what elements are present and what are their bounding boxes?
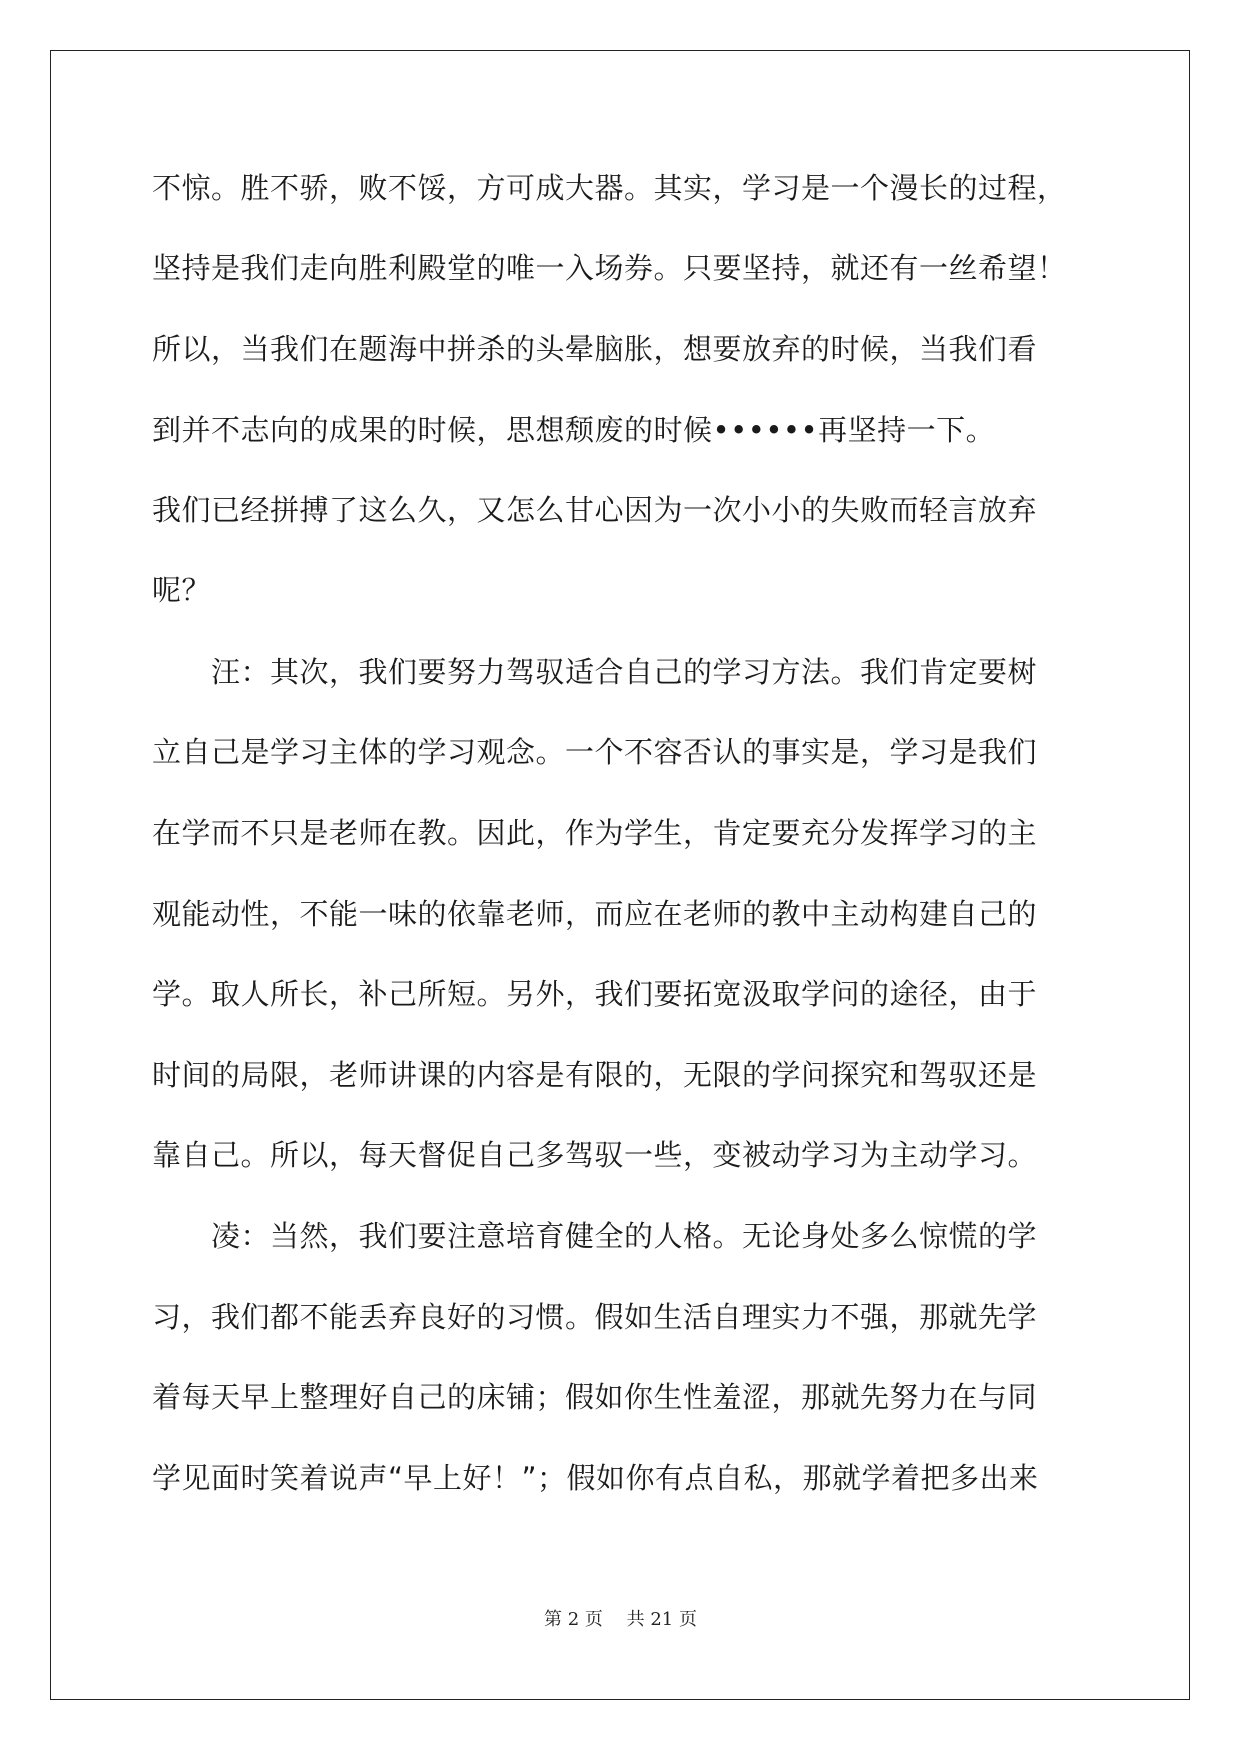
text-line: 学见面时笑着说声“早上好！”；假如你有点自私，那就学着把多出来 [152, 1461, 1039, 1495]
text-line: 所以，当我们在题海中拼杀的头晕脑胀，想要放弃的时候，当我们看 [152, 332, 1038, 366]
text-line: 不惊。胜不骄，败不馁，方可成大器。其实，学习是一个漫长的过程， [152, 171, 1067, 205]
text-line: 立自己是学习主体的学习观念。一个不容否认的事实是，学习是我们 [152, 735, 1038, 769]
text-line: 汪：其次，我们要努力驾驭适合自己的学习方法。我们肯定要树 [152, 655, 1038, 689]
text-line: 时间的局限，老师讲课的内容是有限的，无限的学问探究和驾驭还是 [152, 1058, 1038, 1092]
text-line: 呢？ [152, 573, 212, 607]
text-line: 我们已经拼搏了这么久，又怎么甘心因为一次小小的失败而轻言放弃 [152, 493, 1038, 527]
text-line: 靠自己。所以，每天督促自己多驾驭一些，变被动学习为主动学习。 [152, 1138, 1038, 1172]
text-line: 坚持是我们走向胜利殿堂的唯一入场券。只要坚持，就还有一丝希望！ [152, 251, 1067, 285]
page-border [50, 50, 1190, 1700]
text-line: 习，我们都不能丢弃良好的习惯。假如生活自理实力不强，那就先学 [152, 1300, 1038, 1334]
text-line: 着每天早上整理好自己的床铺；假如你生性羞涩，那就先努力在与同 [152, 1380, 1038, 1414]
text-line: 凌：当然，我们要注意培育健全的人格。无论身处多么惊慌的学 [152, 1219, 1038, 1253]
text-line: 到并不志向的成果的时候，思想颓废的时候••••••再坚持一下。 [152, 413, 996, 447]
page-number-label: 第 2 页 共 21 页 [544, 1609, 697, 1630]
text-line: 学。取人所长，补己所短。另外，我们要拓宽汲取学问的途径，由于 [152, 977, 1038, 1011]
text-line: 在学而不只是老师在教。因此，作为学生，肯定要充分发挥学习的主 [152, 816, 1038, 850]
page-footer [0, 1608, 1241, 1632]
text-line: 观能动性，不能一味的依靠老师，而应在老师的教中主动构建自己的 [152, 897, 1038, 931]
